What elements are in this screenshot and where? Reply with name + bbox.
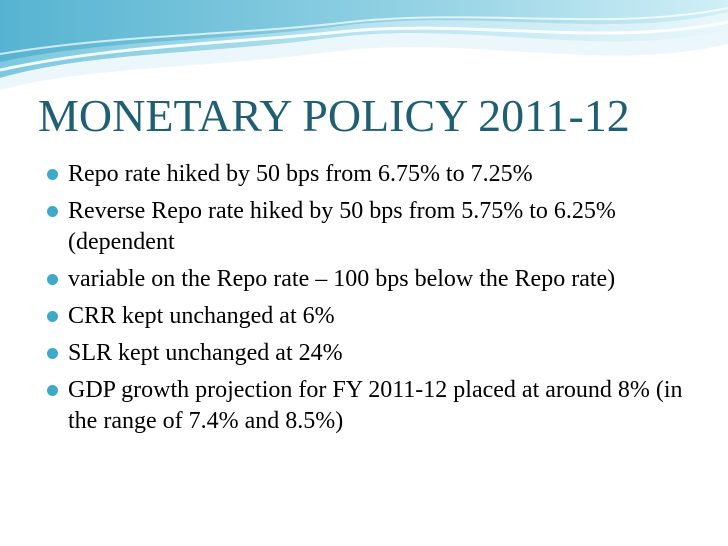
bullet-item [48,264,688,295]
bullet-item [48,196,688,258]
bullet-list [48,159,688,443]
bullet-text: Reverse Repo rate hiked by 50 bps from 5.75% to 6.25% (dependent [68,198,616,255]
bullet-icon [46,347,59,360]
bullet-icon [46,273,59,286]
bullet-item [48,159,688,190]
bullet-text: CRR kept unchanged at 6% [68,303,335,329]
bullet-text: GDP growth projection for FY 2011-12 placed at around 8% (in the range of 7.4% and 8.5%) [68,377,683,434]
bullet-item [48,301,688,332]
bullet-text: SLR kept unchanged at 24% [68,340,343,366]
wave-header-decoration [0,0,728,90]
bullet-icon [46,310,59,323]
bullet-icon [46,205,59,218]
slide-title: MONETARY POLICY 2011-12 [38,90,630,141]
bullet-text: Repo rate hiked by 50 bps from 6.75% to 7.25% [68,161,533,187]
bullet-icon [46,168,59,181]
bullet-item [48,375,688,437]
bullet-text: variable on the Repo rate – 100 bps below the Repo rate) [68,266,616,292]
bullet-item [48,338,688,369]
bullet-icon [46,384,59,397]
